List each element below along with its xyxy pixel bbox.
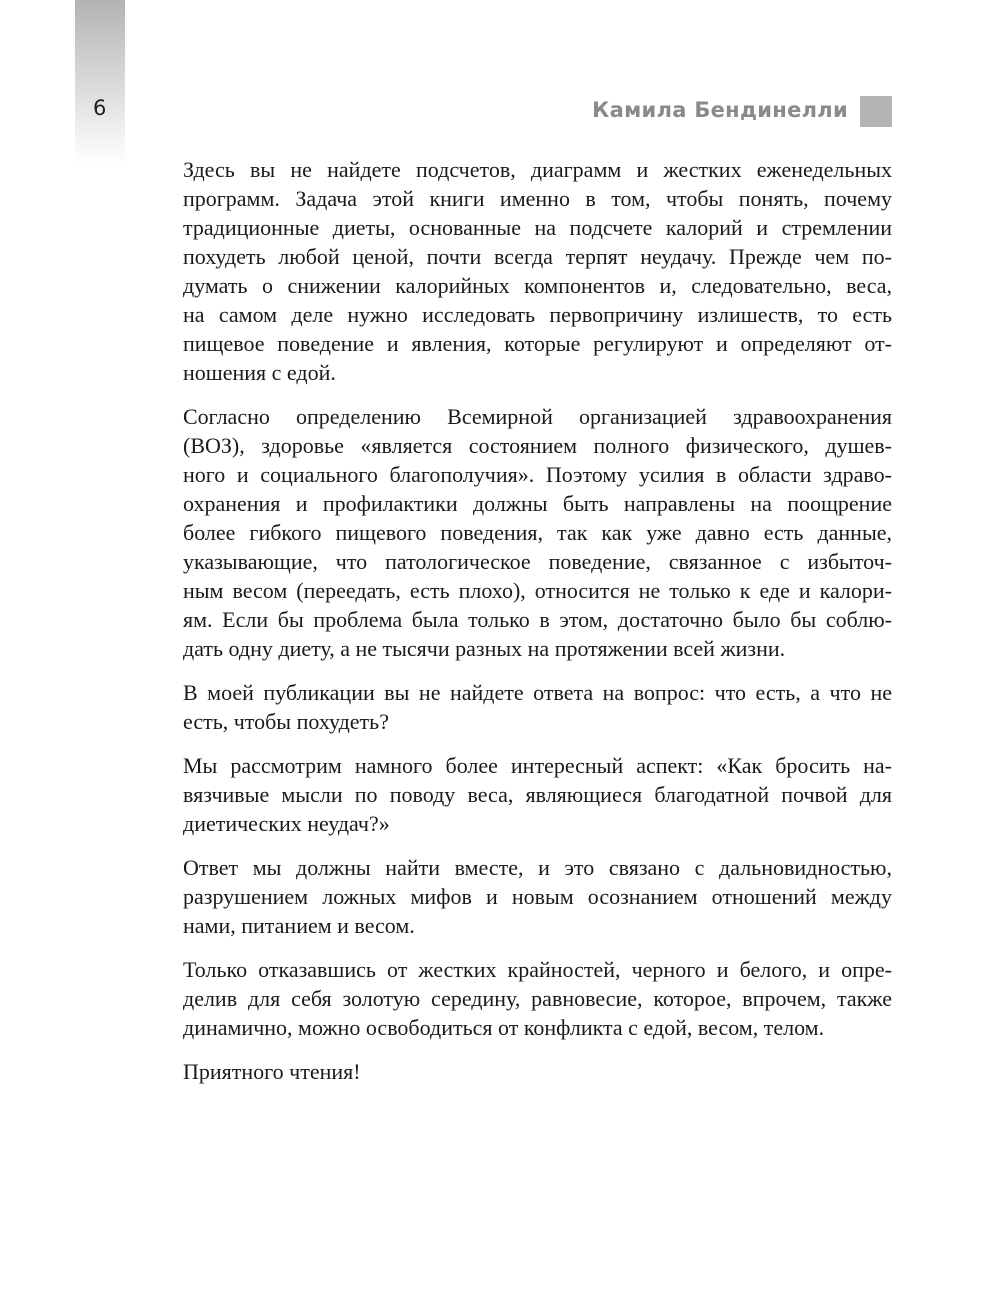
text-line: указывающие, что патологическое поведение, связанное с избыточ-: [183, 549, 892, 574]
text-line: на самом деле нужно исследовать первопричину излишеств, то есть: [183, 302, 892, 327]
text-line: дать одну диету, а не тысячи разных на протяжении всей жизни.: [183, 636, 786, 661]
text-line: диетических неудач?»: [183, 811, 390, 836]
text-line: В моей публикации вы не найдете ответа на вопрос: что есть, а что не: [183, 680, 892, 705]
text-line: разрушением ложных мифов и новым осознанием отношений между: [183, 884, 892, 909]
paragraph: [183, 751, 892, 838]
text-line: вязчивые мысли по поводу веса, являющиеся благодатной почвой для: [183, 782, 892, 807]
text-line: Согласно определению Всемирной организацией здравоохранения: [183, 404, 892, 429]
text-line: похудеть любой ценой, почти всегда терпят неудачу. Прежде чем по-: [183, 244, 892, 269]
paragraph: [183, 155, 892, 387]
text-line: нами, питанием и весом.: [183, 913, 415, 938]
text-line: динамично, можно освободиться от конфликта с едой, весом, телом.: [183, 1015, 825, 1040]
text-line: Только отказавшись от жестких крайностей, черного и белого, и опре-: [183, 957, 892, 982]
text-line: традиционные диеты, основанные на подсчете калорий и стремлении: [183, 215, 892, 240]
text-line: более гибкого пищевого поведения, так как уже давно есть данные,: [183, 520, 892, 545]
text-line: Ответ мы должны найти вместе, и это связано с дальновидностью,: [183, 855, 892, 880]
paragraph: [183, 1057, 892, 1086]
text-line: думать о снижении калорийных компонентов и, следовательно, веса,: [183, 273, 892, 298]
text-line: ям. Если бы проблема была только в этом, достаточно было бы соблю-: [183, 607, 892, 632]
text-line: есть, чтобы похудеть?: [183, 709, 389, 734]
text-line: пищевое поведение и явления, которые регулируют и определяют от-: [183, 331, 892, 356]
text-line: Мы рассмотрим намного более интересный аспект: «Как бросить на-: [183, 753, 892, 778]
page-number: 6: [93, 96, 107, 120]
text-line: ным весом (переедать, есть плохо), относится не только к еде и калори-: [183, 578, 892, 603]
text-line: ного и социального благополучия». Поэтому усилия в области здраво-: [183, 462, 892, 487]
text-line: Приятного чтения!: [183, 1059, 361, 1084]
text-line: программ. Задача этой книги именно в том, чтобы понять, почему: [183, 186, 892, 211]
text-line: (ВОЗ), здоровье «является состоянием полного физического, душев-: [183, 433, 892, 458]
page-edge-bar: [75, 0, 125, 165]
text-line: охранения и профилактики должны быть направлены на поощрение: [183, 491, 892, 516]
paragraph: [183, 853, 892, 940]
text-line: ношения с едой.: [183, 360, 336, 385]
running-head-author: Камила Бендинелли: [592, 98, 848, 122]
paragraph: [183, 955, 892, 1042]
header-square-decoration: [860, 96, 892, 127]
paragraph: [183, 402, 892, 663]
text-line: делив для себя золотую середину, равновесие, которое, впрочем, также: [183, 986, 892, 1011]
text-line: Здесь вы не найдете подсчетов, диаграмм и жестких еженедельных: [183, 157, 892, 182]
paragraph: [183, 678, 892, 736]
body-text: [183, 155, 892, 1101]
